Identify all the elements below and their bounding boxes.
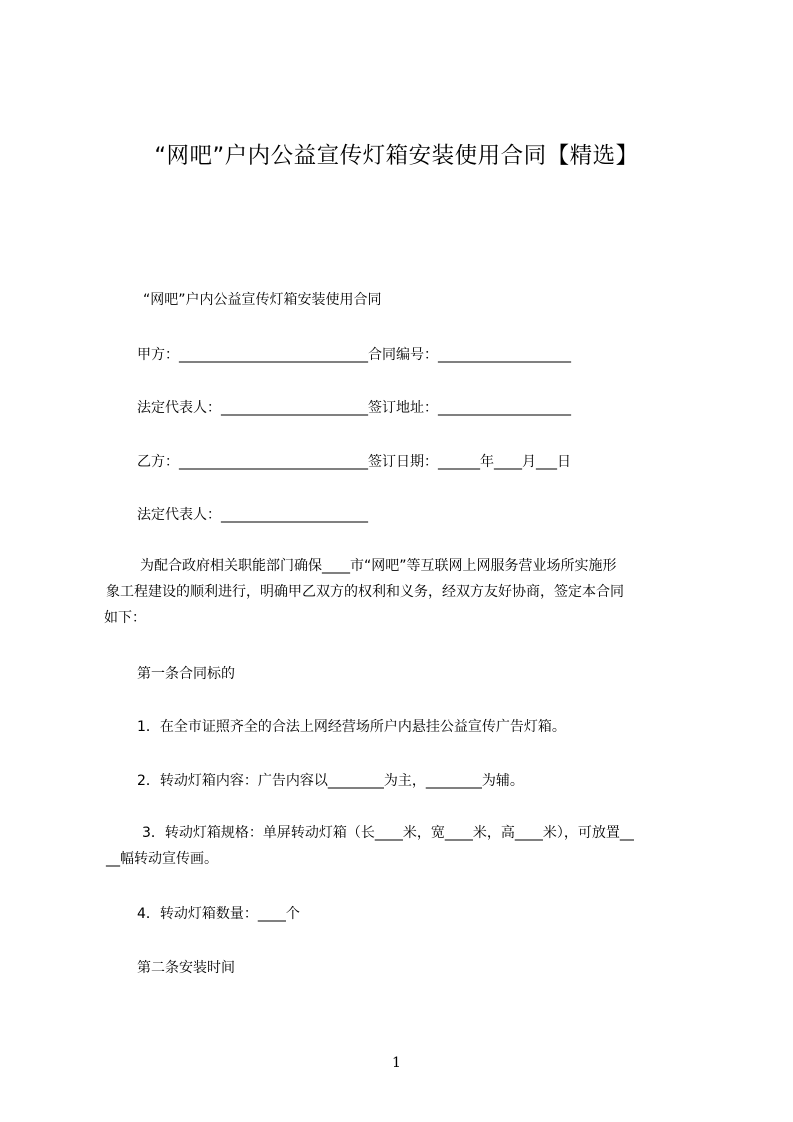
intro-line-3: 如下： [104,610,146,626]
representative-line-1: 法定代表人：_____________________签订地址：___________________ [137,400,571,416]
article-1-item-1: 1．在全市证照齐全的合法上网经营场所户内悬挂公益宣传广告灯箱。 [137,719,566,735]
party-b-line: 乙方：___________________________签订日期：______年____月___日 [137,454,571,470]
article-1-item-4: 4．转动灯箱数量：____个 [137,906,300,922]
page-number: 1 [392,1055,401,1071]
document-title: “网吧”户内公益宣传灯箱安装使用合同【精选】 [154,143,639,169]
party-a-line: 甲方：___________________________合同编号：___________________ [137,347,571,363]
intro-paragraph [106,553,698,631]
representative-line-2: 法定代表人：_____________________ [137,507,368,523]
article-2-heading: 第二条安装时间 [137,960,235,976]
article-1-item-2: 2．转动灯箱内容：广告内容以________为主，________为辅。 [137,773,524,789]
article-1-item-3-line-1: 3．转动灯箱规格：单屏转动灯箱（长____米，宽____米，高____米），可放置__ [142,825,634,841]
article-1-item-3 [106,820,698,872]
article-1-item-3-line-2: __幅转动宣传画。 [106,851,218,867]
article-1-heading: 第一条合同标的 [137,666,235,682]
intro-line-2: 象工程建设的顺利进行，明确甲乙双方的权利和义务，经双方友好协商，签定本合同 [106,584,624,600]
document-subtitle: “网吧”户内公益宣传灯箱安装使用合同 [143,292,382,308]
intro-line-1: 为配合政府相关职能部门确保____市“网吧”等互联网上网服务营业场所实施形 [140,558,617,574]
